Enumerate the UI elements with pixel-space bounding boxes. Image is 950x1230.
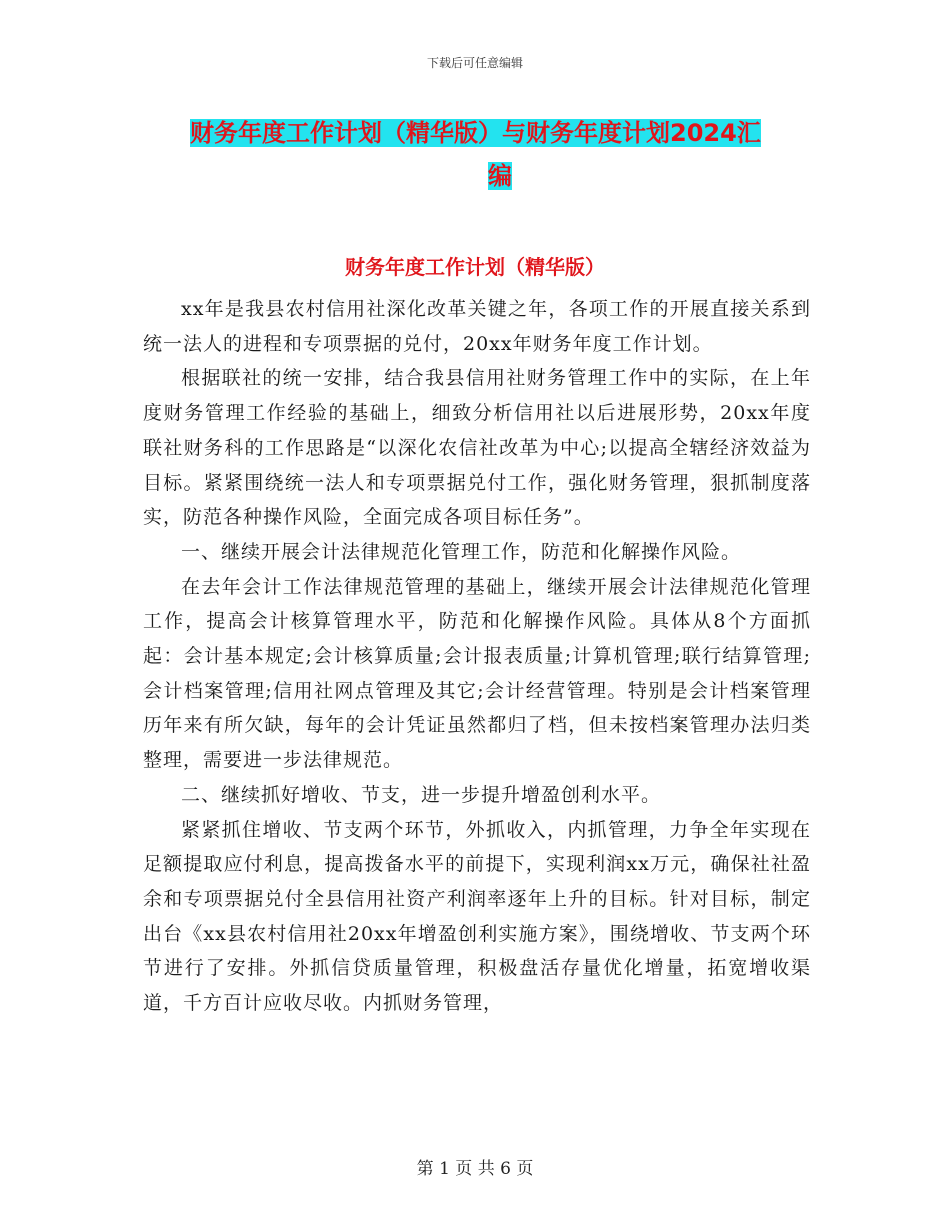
paragraph-approach: 根据联社的统一安排，结合我县信用社财务管理工作中的实际，在上年度财务管理工作经验的基础上，细致分析信用社以后进展形势，20xx年度联社财务科的工作思路是“以深化农信社改革为中心;以提高全辖经济效益为目标。紧紧围绕统一法人和专项票据兑付工作，强化财务管理，狠抓制度落实，防范各种操作风险，全面完成各项目标任务”。 [143, 367, 811, 529]
paragraph-item-2: 紧紧抓住增收、节支两个环节，外抓收入，内抓管理，力争全年实现在足额提取应付利息，提高拨备水平的前提下，实现利润xx万元，确保社社盈余和专项票据兑付全县信用社资产利润率逐年上升的目标。针对目标，制定出台《xx县农村信用社20xx年增盈创利实施方案》，围绕增收、节支两个环节进行了安排。外抓信贷质量管理，积极盘活存量优化增量，拓宽增收渠道，千方百计应收尽收。内抓财务管理， [143, 818, 811, 1015]
page-footer: 第 1 页 共 6 页 [416, 1159, 534, 1179]
document-title-line1 [190, 112, 810, 155]
paragraph-intro: xx年是我县农村信用社深化改革关键之年，各项工作的开展直接关系到统一法人的进程和专项票据的兑付，20xx年财务年度工作计划。 [143, 298, 811, 355]
paragraph-item-1: 在去年会计工作法律规范管理的基础上，继续开展会计法律规范化管理工作，提高会计核算管理水平，防范和化解操作风险。具体从8个方面抓起：会计基本规定;会计核算质量;会计报表质量;计算机管理;联行结算管理;会计档案管理;信用社网点管理及其它;会计经营管理。特别是会计档案管理历年来有所欠缺，每年的会计凭证虽然都归了档，但未按档案管理办法归类整理，需要进一步法律规范。 [143, 575, 811, 772]
document-title [190, 112, 810, 198]
title-highlight-2: 编 [488, 162, 512, 190]
header-note: 下载后可任意编辑 [426, 56, 523, 70]
title-highlight-1: 财务年度工作计划（精华版）与财务年度计划2024汇 [190, 119, 761, 147]
document-body [143, 292, 811, 1021]
heading-item-2: 二、继续抓好增收、节支，进一步提升增盈创利水平。 [181, 783, 662, 806]
section-title: 财务年度工作计划（精华版） [345, 255, 605, 279]
heading-item-1: 一、继续开展会计法律规范化管理工作，防范和化解操作风险。 [181, 540, 742, 563]
document-title-line2 [190, 155, 810, 198]
